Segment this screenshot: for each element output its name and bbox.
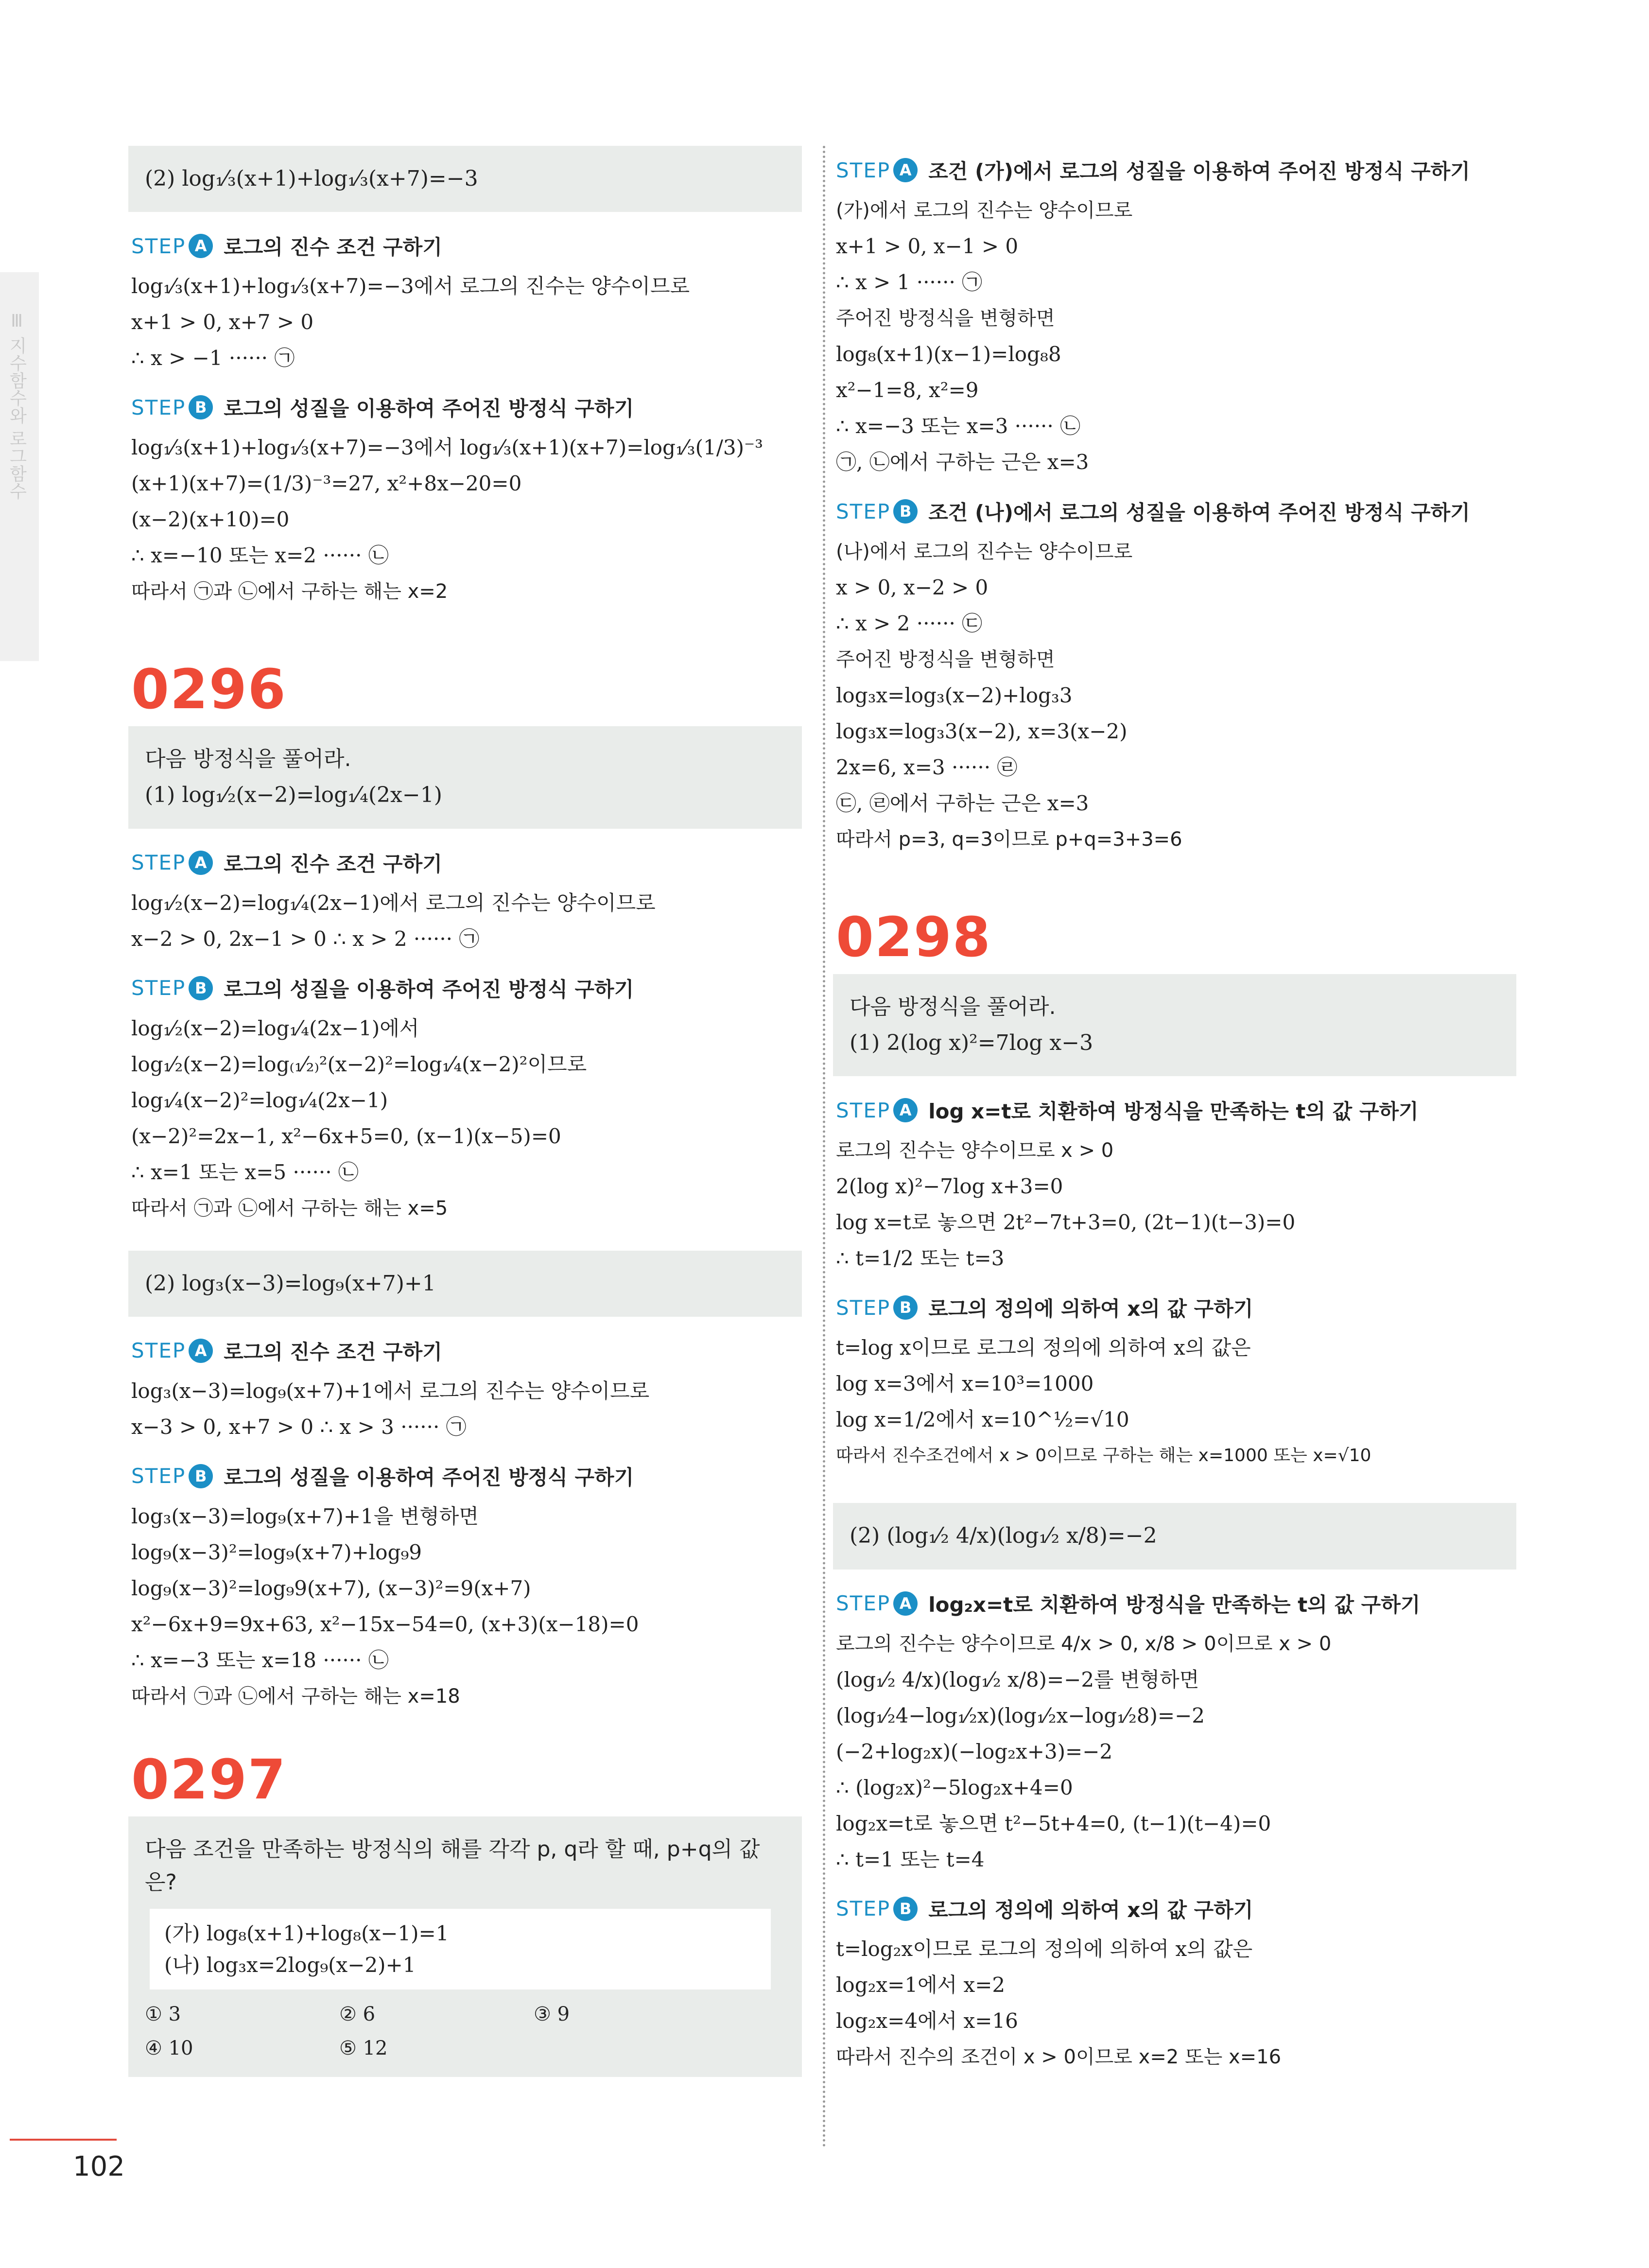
step-title: 로그의 성질을 이용하여 주어진 방정식 구하기 xyxy=(224,397,634,421)
problem-intro: 다음 조건을 만족하는 방정식의 해를 각각 p, q라 할 때, p+q의 값은? xyxy=(145,1836,760,1895)
solution-line: ㉠, ㉡에서 구하는 근은 x=3 xyxy=(836,450,1089,474)
step-title: 로그의 진수 조건 구하기 xyxy=(224,1340,442,1364)
problem-box xyxy=(128,726,802,828)
problem-sub-question: (1) 2(log x)²=7log x−3 xyxy=(850,1030,1094,1056)
solution-lines xyxy=(836,192,1516,480)
step-badge-icon: B xyxy=(189,976,213,1000)
solution-lines xyxy=(131,1499,802,1714)
problem-number: 0297 xyxy=(131,1748,287,1812)
step-title: log₂x=t로 치환하여 방정식을 만족하는 t의 값 구하기 xyxy=(928,1592,1421,1617)
step-label: STEP xyxy=(131,395,186,419)
step-title: log x=t로 치환하여 방정식을 만족하는 t의 값 구하기 xyxy=(928,1099,1419,1124)
problem-intro: 다음 방정식을 풀어라. xyxy=(145,747,351,772)
solution-line: 2x=6, x=3 ······ ㉣ xyxy=(836,755,1018,779)
right-column xyxy=(836,146,1516,2075)
step-label: STEP xyxy=(836,1591,891,1616)
step-title: 조건 (나)에서 로그의 성질을 이용하여 주어진 방정식 구하기 xyxy=(928,501,1470,524)
step-badge-icon: B xyxy=(893,1295,918,1320)
solution-line: ∴ (log₂x)²−5log₂x+4=0 xyxy=(836,1775,1073,1799)
step-a-header xyxy=(836,1589,1516,1618)
step-label: STEP xyxy=(131,234,186,258)
choice: ① 3 xyxy=(145,2003,181,2026)
solution-conclusion: 따라서 진수의 조건이 x > 0이므로 x=2 또는 x=16 xyxy=(836,2045,1282,2068)
step-b-header xyxy=(836,1894,1516,1923)
choice: ④ 10 xyxy=(145,2037,193,2060)
solution-line: 주어진 방정식을 변형하면 xyxy=(836,648,1055,671)
solution-line: (x+1)(x+7)=(1/3)⁻³=27, x²+8x−20=0 xyxy=(131,471,522,496)
solution-lines xyxy=(131,885,802,957)
step-badge-icon: B xyxy=(189,395,213,419)
solution-lines xyxy=(836,1626,1516,1878)
solution-line: ㉢, ㉣에서 구하는 근은 x=3 xyxy=(836,791,1089,815)
solution-line: (가)에서 로그의 진수는 양수이므로 xyxy=(836,199,1133,222)
step-title: 조건 (가)에서 로그의 성질을 이용하여 주어진 방정식 구하기 xyxy=(928,159,1470,183)
solution-line: x²−6x+9=9x+63, x²−15x−54=0, (x+3)(x−18)=0 xyxy=(131,1612,639,1636)
problem-box xyxy=(833,974,1516,1076)
solution-line: 2(log x)²−7log x+3=0 xyxy=(836,1174,1063,1199)
solution-line: ∴ t=1 또는 t=4 xyxy=(836,1847,985,1871)
solution-line: log₁⁄₂(x−2)=log₁⁄₄(2x−1)에서 xyxy=(131,1016,419,1040)
solution-lines xyxy=(836,1931,1516,2075)
solution-line: 로그의 진수는 양수이므로 x > 0 xyxy=(836,1139,1114,1162)
step-label: STEP xyxy=(836,158,891,182)
solution-lines xyxy=(131,268,802,376)
solution-lines xyxy=(836,1330,1516,1474)
solution-line: t=log x이므로 로그의 정의에 의하여 x의 값은 xyxy=(836,1336,1251,1360)
step-badge-icon: B xyxy=(893,1897,918,1921)
problem-sub-question: (2) log₃(x−3)=log₉(x+7)+1 xyxy=(145,1271,436,1296)
solution-line: log₂x=4에서 x=16 xyxy=(836,2008,1018,2033)
solution-lines xyxy=(131,1373,802,1445)
solution-line: x²−1=8, x²=9 xyxy=(836,378,979,402)
step-label: STEP xyxy=(131,976,186,1000)
problem-number: 0298 xyxy=(836,906,991,969)
step-title: 로그의 성질을 이용하여 주어진 방정식 구하기 xyxy=(224,977,634,1001)
solution-line: log₁⁄₂(x−2)=log₍₁⁄₂₎²(x−2)²=log₁⁄₄(x−2)²이므로 xyxy=(131,1052,587,1076)
solution-line: log₃x=log₃(x−2)+log₃3 xyxy=(836,683,1073,707)
solution-line: log₁⁄₃(x+1)+log₁⁄₃(x+7)=−3에서 로그의 진수는 양수이므로 xyxy=(131,274,690,298)
step-label: STEP xyxy=(836,1897,891,1921)
solution-line: x−2 > 0, 2x−1 > 0 ∴ x > 2 ······ ㉠ xyxy=(131,926,480,951)
problem-sub-question: (2) (log₁⁄₂ 4/x)(log₁⁄₂ x/8)=−2 xyxy=(850,1523,1157,1549)
step-badge-icon: B xyxy=(189,1464,213,1488)
solution-line: (x−2)(x+10)=0 xyxy=(131,507,290,532)
step-title: 로그의 진수 조건 구하기 xyxy=(224,235,442,260)
step-label: STEP xyxy=(836,1098,891,1122)
solution-line: ∴ x > 2 ······ ㉢ xyxy=(836,611,983,635)
step-title: 로그의 진수 조건 구하기 xyxy=(224,852,442,876)
solution-lines xyxy=(131,1011,802,1226)
answer-choices xyxy=(145,1999,785,2063)
step-badge-icon: A xyxy=(189,1339,213,1363)
question-box xyxy=(833,1503,1516,1569)
solution-line: t=log₂x이므로 로그의 정의에 의하여 x의 값은 xyxy=(836,1937,1253,1961)
solution-line: log₉(x−3)²=log₉(x+7)+log₉9 xyxy=(131,1540,422,1564)
step-badge-icon: A xyxy=(189,851,213,875)
solution-line: ∴ x > −1 ······ ㉠ xyxy=(131,346,295,370)
page-number: 102 xyxy=(73,2151,125,2182)
solution-line: (x−2)²=2x−1, x²−6x+5=0, (x−1)(x−5)=0 xyxy=(131,1124,561,1148)
solution-line: log₃(x−3)=log₉(x+7)+1을 변형하면 xyxy=(131,1504,479,1528)
solution-conclusion: 따라서 진수조건에서 x > 0이므로 구하는 해는 x=1000 또는 x=√10 xyxy=(836,1446,1371,1466)
step-title: 로그의 성질을 이용하여 주어진 방정식 구하기 xyxy=(224,1465,634,1489)
solution-line: ∴ x=−3 또는 x=18 ······ ㉡ xyxy=(131,1648,389,1672)
step-badge-icon: A xyxy=(893,158,918,182)
solution-line: 주어진 방정식을 변형하면 xyxy=(836,307,1055,330)
page-number-rule xyxy=(10,2139,117,2141)
solution-line: x−3 > 0, x+7 > 0 ∴ x > 3 ······ ㉠ xyxy=(131,1414,467,1439)
problem-intro: 다음 방정식을 풀어라. xyxy=(850,994,1056,1019)
solution-line: log₁⁄₃(x+1)+log₁⁄₃(x+7)=−3에서 log₁⁄₃(x+1)(x+7)=log₁⁄₃(1/3)⁻³ xyxy=(131,436,764,460)
solution-line: ∴ x=−10 또는 x=2 ······ ㉡ xyxy=(131,543,389,568)
step-badge-icon: A xyxy=(893,1098,918,1122)
solution-line: log₂x=t로 놓으면 t²−5t+4=0, (t−1)(t−4)=0 xyxy=(836,1811,1271,1835)
choice: ② 6 xyxy=(339,2003,376,2026)
problem-box xyxy=(128,1816,802,2077)
left-column xyxy=(131,146,802,2096)
choice: ⑤ 12 xyxy=(339,2037,388,2060)
step-label: STEP xyxy=(131,1339,186,1363)
condition-a: (가) log₈(x+1)+log₈(x−1)=1 xyxy=(164,1921,449,1946)
step-label: STEP xyxy=(836,1295,891,1320)
step-label: STEP xyxy=(836,499,891,523)
solution-line: ∴ x=−3 또는 x=3 ······ ㉡ xyxy=(836,414,1081,438)
solution-line: x+1 > 0, x+7 > 0 xyxy=(131,310,314,334)
step-title: 로그의 정의에 의하여 x의 값 구하기 xyxy=(928,1297,1253,1321)
solution-lines xyxy=(836,534,1516,857)
condition-b: (나) log₃x=2log₉(x−2)+1 xyxy=(164,1953,416,1977)
solution-line: ∴ x=1 또는 x=5 ······ ㉡ xyxy=(131,1160,359,1184)
solution-conclusion: 따라서 ㉠과 ㉡에서 구하는 해는 x=5 xyxy=(131,1197,448,1220)
step-badge-icon: A xyxy=(189,234,213,258)
question-box xyxy=(128,146,802,212)
problem-sub-question: (1) log₁⁄₂(x−2)=log₁⁄₄(2x−1) xyxy=(145,783,442,808)
solution-line: x > 0, x−2 > 0 xyxy=(836,576,989,599)
solution-line: ∴ x > 1 ······ ㉠ xyxy=(836,270,983,294)
step-a-header xyxy=(836,156,1516,185)
step-b-header xyxy=(131,974,802,1003)
solution-lines xyxy=(836,1133,1516,1276)
solution-line: (나)에서 로그의 진수는 양수이므로 xyxy=(836,541,1133,563)
solution-lines xyxy=(131,430,802,610)
step-a-header xyxy=(131,1336,802,1365)
side-tab-text: Ⅲ 지수함수와 로그함수 xyxy=(7,311,27,500)
column-divider xyxy=(823,146,825,2148)
problem-number: 0296 xyxy=(131,658,287,722)
step-a-header xyxy=(836,1096,1516,1125)
solution-line: log₃x=log₃3(x−2), x=3(x−2) xyxy=(836,719,1128,743)
solution-line: log x=3에서 x=10³=1000 xyxy=(836,1372,1094,1396)
choice: ③ 9 xyxy=(534,2003,570,2026)
solution-line: (log₁⁄₂ 4/x)(log₁⁄₂ x/8)=−2를 변형하면 xyxy=(836,1667,1199,1692)
solution-line: log₁⁄₄(x−2)²=log₁⁄₄(2x−1) xyxy=(131,1088,388,1112)
step-b-header xyxy=(836,1293,1516,1322)
solution-line: log x=1/2에서 x=10^½=√10 xyxy=(836,1408,1129,1432)
solution-line: ∴ t=1/2 또는 t=3 xyxy=(836,1246,1005,1271)
solution-conclusion: 따라서 p=3, q=3이므로 p+q=3+3=6 xyxy=(836,828,1182,851)
step-label: STEP xyxy=(131,851,186,875)
step-b-header xyxy=(131,393,802,422)
solution-line: log x=t로 놓으면 2t²−7t+3=0, (2t−1)(t−3)=0 xyxy=(836,1210,1296,1235)
step-a-header xyxy=(131,231,802,261)
solution-line: (−2+log₂x)(−log₂x+3)=−2 xyxy=(836,1739,1113,1763)
step-b-header xyxy=(131,1462,802,1491)
solution-line: log₉(x−3)²=log₉9(x+7), (x−3)²=9(x+7) xyxy=(131,1576,531,1600)
solution-conclusion: 따라서 ㉠과 ㉡에서 구하는 해는 x=18 xyxy=(131,1685,460,1708)
step-badge-icon: A xyxy=(893,1591,918,1616)
step-badge-icon: B xyxy=(893,499,918,523)
step-label: STEP xyxy=(131,1464,186,1488)
solution-line: (log₁⁄₂4−log₁⁄₂x)(log₁⁄₂x−log₁⁄₂8)=−2 xyxy=(836,1703,1205,1727)
solution-line: log₃(x−3)=log₉(x+7)+1에서 로그의 진수는 양수이므로 xyxy=(131,1378,650,1403)
step-b-header xyxy=(836,497,1516,526)
solution-line: 로그의 진수는 양수이므로 4/x > 0, x/8 > 0이므로 x > 0 xyxy=(836,1632,1332,1655)
question-text: (2) log₁⁄₃(x+1)+log₁⁄₃(x+7)=−3 xyxy=(145,166,478,191)
solution-line: log₁⁄₂(x−2)=log₁⁄₄(2x−1)에서 로그의 진수는 양수이므로 xyxy=(131,890,656,915)
step-title: 로그의 정의에 의하여 x의 값 구하기 xyxy=(928,1898,1253,1922)
solution-conclusion: 따라서 ㉠과 ㉡에서 구하는 해는 x=2 xyxy=(131,580,448,603)
question-box xyxy=(128,1251,802,1317)
solution-line: log₂x=1에서 x=2 xyxy=(836,1972,1006,1997)
solution-line: log₈(x+1)(x−1)=log₈8 xyxy=(836,342,1061,366)
step-a-header xyxy=(131,848,802,877)
condition-box xyxy=(150,1909,771,1989)
solution-line: x+1 > 0, x−1 > 0 xyxy=(836,234,1019,258)
